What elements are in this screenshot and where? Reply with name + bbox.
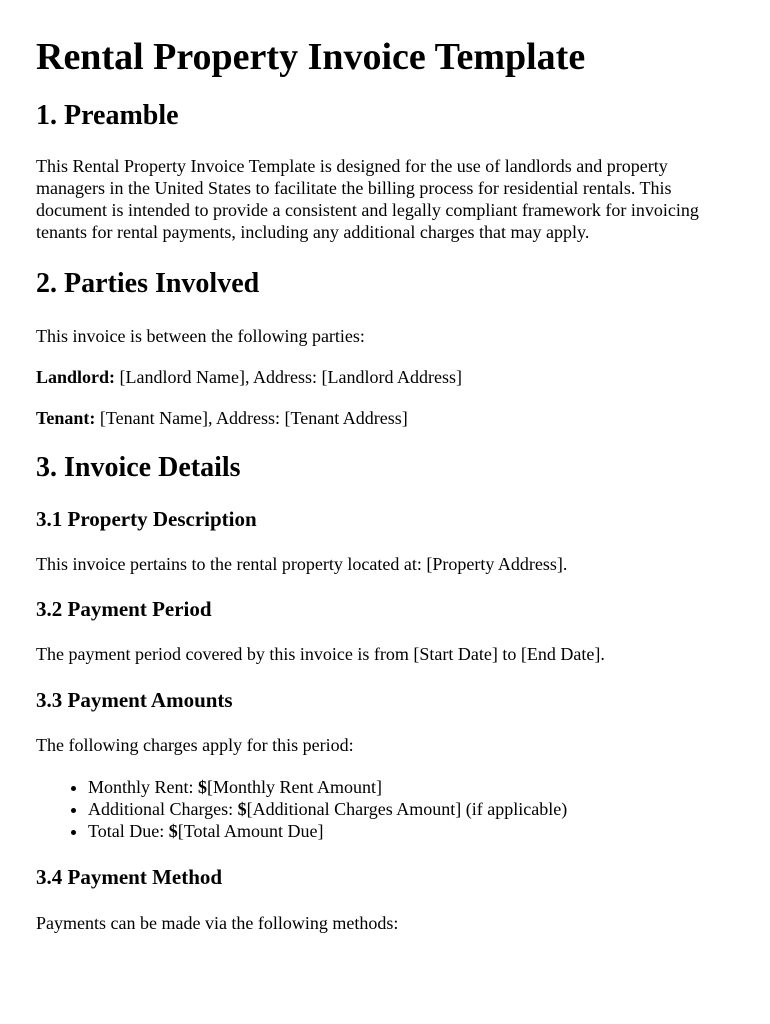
charge-value: [Additional Charges Amount] (if applicable) xyxy=(246,799,568,819)
charge-label: Additional Charges: xyxy=(88,799,238,819)
dollar-symbol: $ xyxy=(168,821,178,841)
section-heading-invoice-details: 3. Invoice Details xyxy=(36,452,241,483)
charges-list xyxy=(36,776,734,842)
charge-label: Monthly Rent: xyxy=(88,777,199,797)
tenant-line xyxy=(36,407,734,429)
property-paragraph: This invoice pertains to the rental property located at: [Property Address]. xyxy=(36,554,568,574)
dollar-symbol: $ xyxy=(237,799,247,819)
list-item xyxy=(88,820,734,842)
charge-value: [Monthly Rent Amount] xyxy=(207,777,383,797)
landlord-label: Landlord: xyxy=(36,367,116,387)
document-title: Rental Property Invoice Template xyxy=(36,36,586,78)
charge-value: [Total Amount Due] xyxy=(177,821,324,841)
amounts-intro: The following charges apply for this period: xyxy=(36,735,354,755)
subsection-heading-property: 3.1 Property Description xyxy=(36,507,257,531)
subsection-heading-amounts: 3.3 Payment Amounts xyxy=(36,688,233,712)
list-item xyxy=(88,776,734,798)
tenant-label: Tenant: xyxy=(36,408,96,428)
section-heading-parties: 2. Parties Involved xyxy=(36,268,260,299)
dollar-symbol: $ xyxy=(198,777,208,797)
charge-label: Total Due: xyxy=(88,821,169,841)
landlord-value: [Landlord Name], Address: [Landlord Address] xyxy=(115,367,462,387)
period-paragraph: The payment period covered by this invoice is from [Start Date] to [End Date]. xyxy=(36,644,605,664)
subsection-heading-method: 3.4 Payment Method xyxy=(36,865,223,889)
subsection-heading-period: 3.2 Payment Period xyxy=(36,597,212,621)
parties-intro: This invoice is between the following parties: xyxy=(36,326,365,346)
method-paragraph: Payments can be made via the following methods: xyxy=(36,913,399,933)
landlord-line xyxy=(36,366,734,388)
tenant-value: [Tenant Name], Address: [Tenant Address] xyxy=(95,408,408,428)
preamble-paragraph: This Rental Property Invoice Template is designed for the use of landlords and property managers in the United States to facilitate the billing process for residential rentals. This document is intended to provide a consistent and legally compliant framework for invoicing tenants for rental payments, including any additional charges that may apply. xyxy=(36,156,699,242)
list-item xyxy=(88,798,734,820)
section-heading-preamble: 1. Preamble xyxy=(36,100,179,131)
